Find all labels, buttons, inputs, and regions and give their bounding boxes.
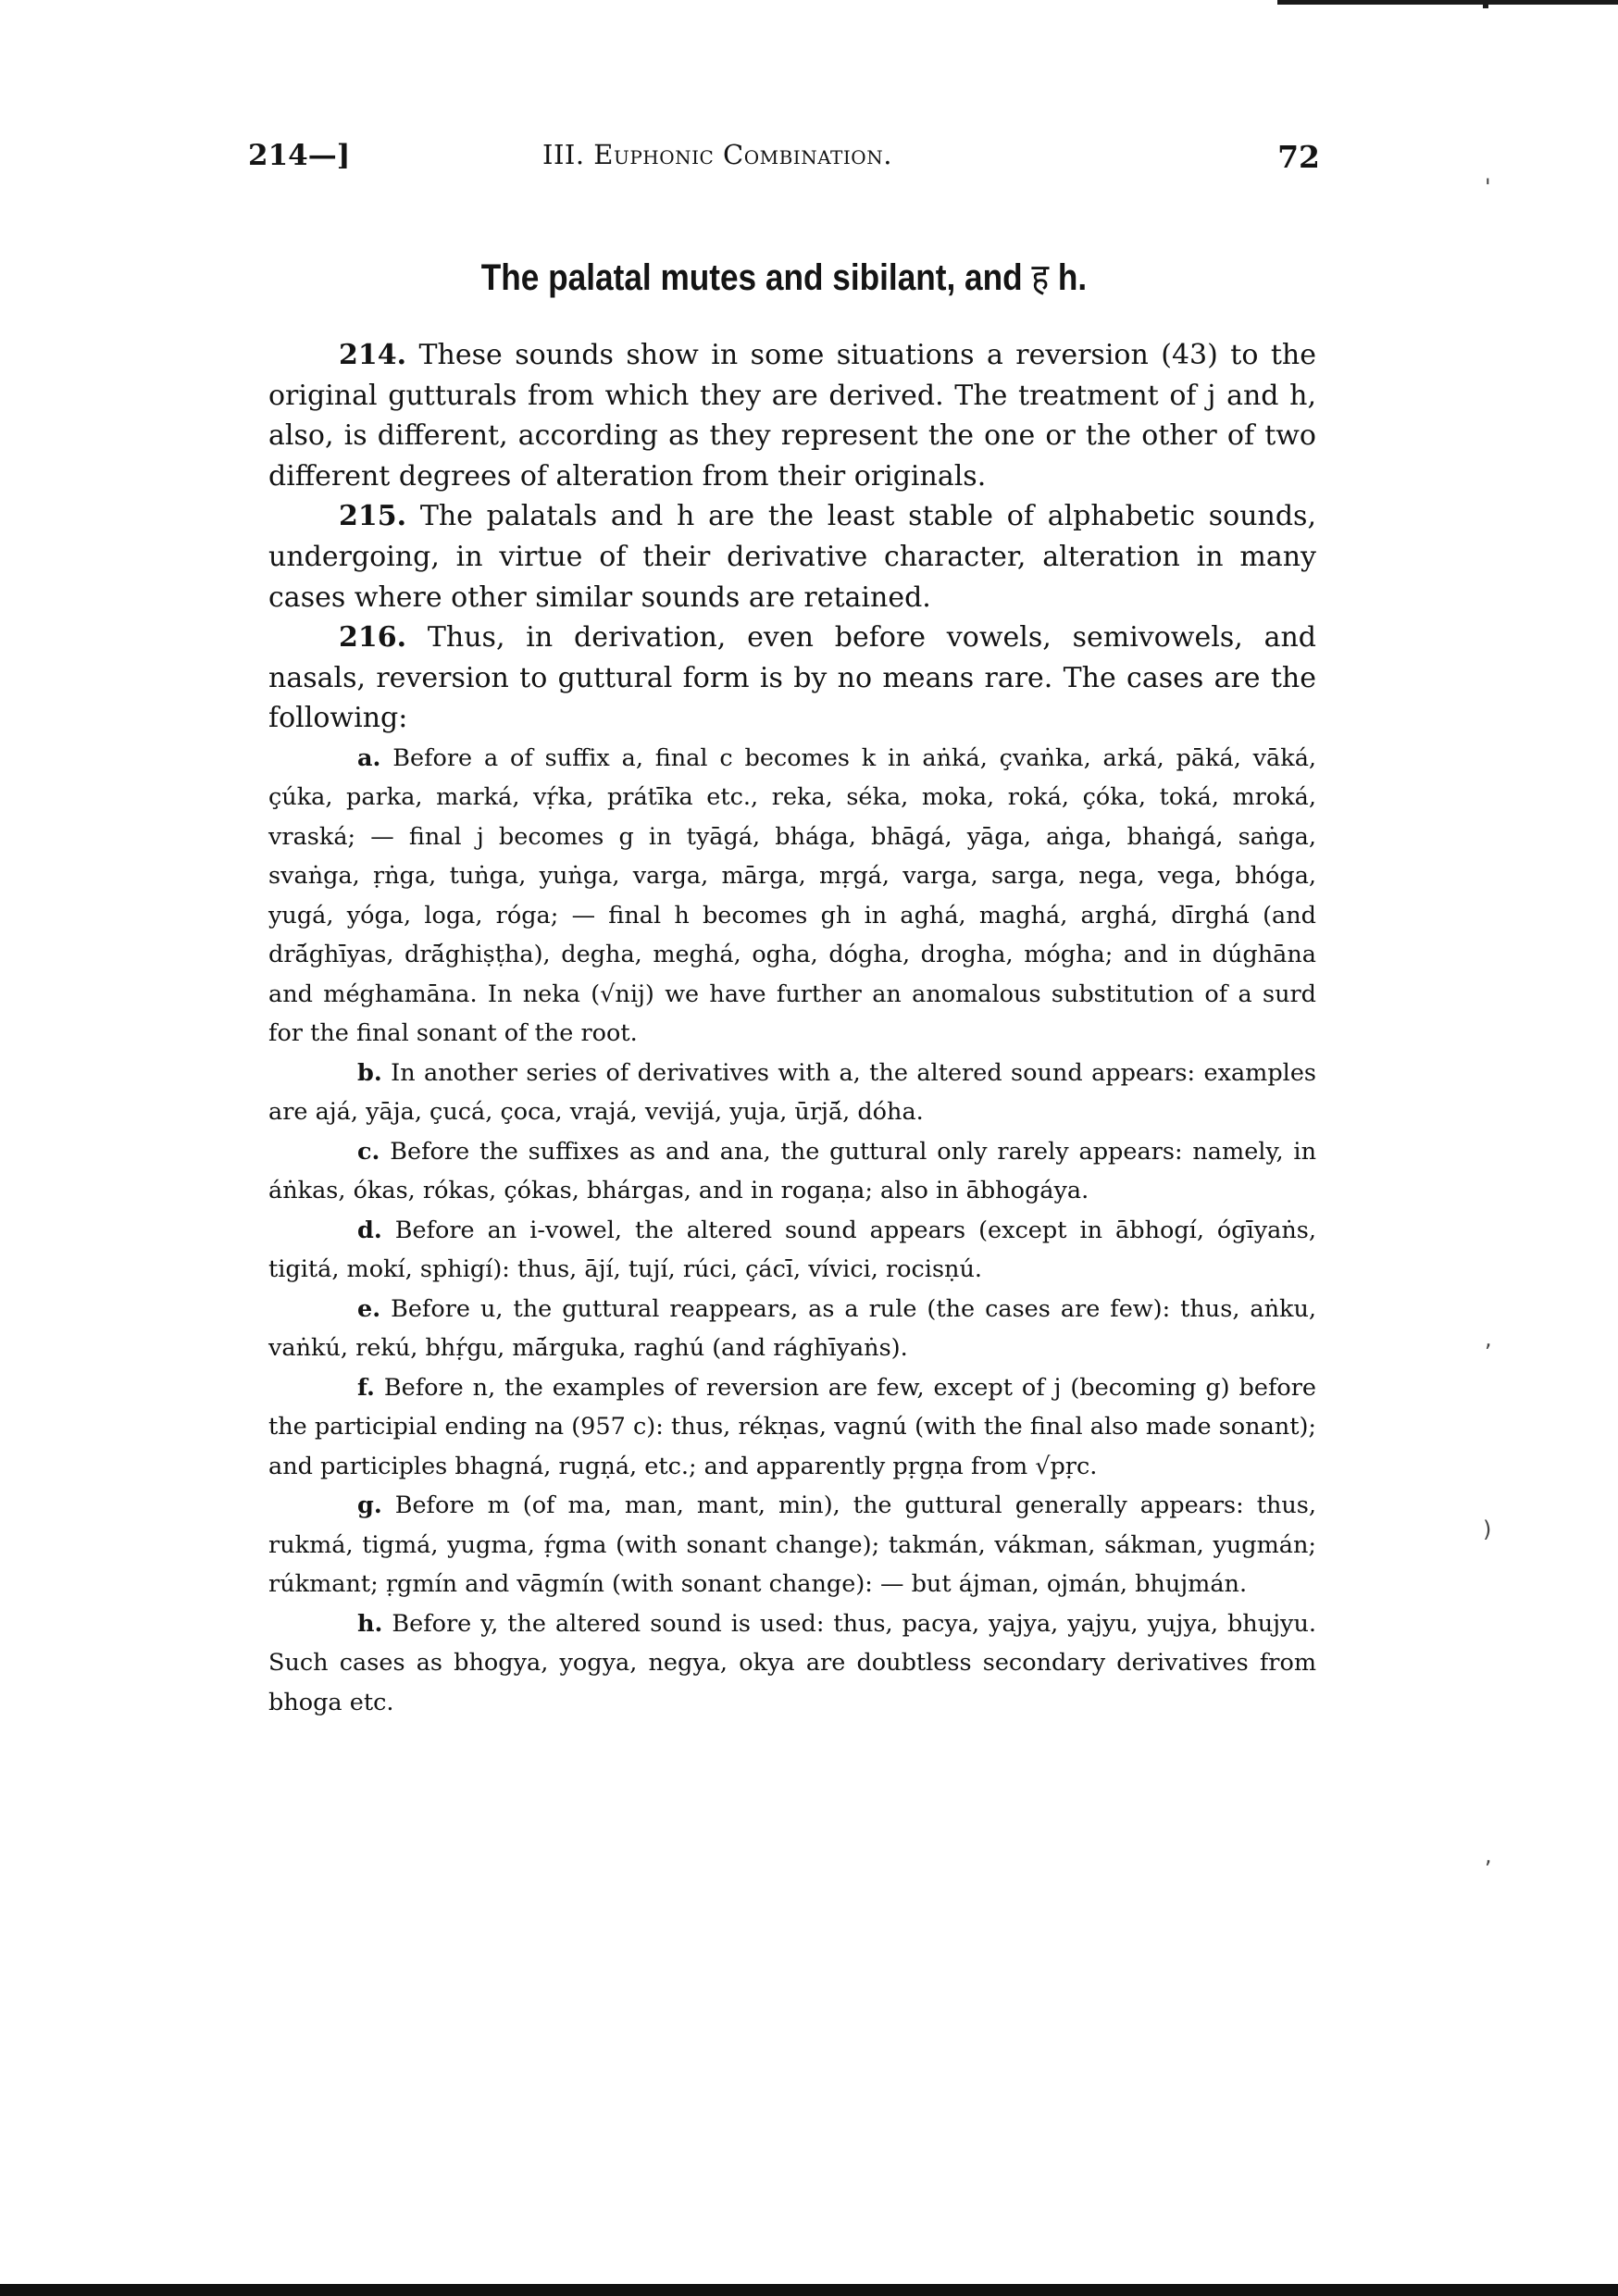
subsection-e <box>268 1290 1316 1368</box>
paragraph-text: The palatals and h are the least stable of alphabetic sounds, undergoing, in virtue of their derivative character, alteration in many cases where other similar sounds are retained. <box>268 500 1316 614</box>
rule-tick <box>1483 3 1488 8</box>
subsection-d <box>268 1211 1316 1290</box>
page-number: 72 <box>1277 139 1320 175</box>
subsection-text: Before the suffixes as and ana, the guttural only rarely appears: namely, in áṅkas, ókas, rókas, çókas, bhárgas, and in rogaṇa; also in ābhogáya. <box>268 1137 1316 1205</box>
subsection-text: In another series of derivatives with a, the altered sound appears: examples are ajá, yāja, çucá, çoca, vrajá, vevijá, yuja, ūrjā́, dóha. <box>268 1058 1316 1127</box>
subsection-letter: f. <box>357 1373 375 1402</box>
subsection-letter: g. <box>357 1491 382 1520</box>
scan-edge <box>0 2284 1618 2296</box>
paragraph-number: 214. <box>339 339 407 371</box>
subsection-text: Before y, the altered sound is used: thus, pacya, yajya, yajyu, yujya, bhujyu. Such cases as bhogya, yogya, negya, okya are doubtless secondary derivatives from bhoga etc. <box>268 1609 1316 1716</box>
subsection-letter: a. <box>357 743 381 772</box>
section-range: 214—] <box>248 139 351 172</box>
subsection-a <box>268 739 1316 1054</box>
title-letter: h. <box>1057 257 1088 298</box>
subsection-letter: e. <box>357 1294 381 1323</box>
paragraph-214 <box>268 335 1316 496</box>
subsection-text: Before an i-vowel, the altered sound appears (except in ābhogí, ógīyaṅs, tigitá, mokí, sphigí): thus, ājí, tují, rúci, çácī, vívici, rocisṇú. <box>268 1216 1316 1284</box>
margin-speck: , <box>1485 1842 1492 1868</box>
subsection-letter: d. <box>357 1216 382 1244</box>
paragraph-text: Thus, in derivation, even before vowels, semivowels, and nasals, reversion to guttural form is by no means rare. The cases are the following: <box>268 621 1316 735</box>
subsection-text: Before m (of ma, man, mant, min), the guttural generally appears: thus, rukmá, tigmá, yugma, ṛ́gma (with sonant change); takmán, vákman, sákman, yugmán; rúkmant; ṛgmín and vāgmín (with sonant change): — but ájman, ojmán, bhujmán. <box>268 1491 1316 1599</box>
subsection-letter: c. <box>357 1137 380 1166</box>
paragraph-216 <box>268 618 1316 739</box>
running-title: III. Euphonic Combination. <box>542 139 892 170</box>
page-body <box>268 335 1316 1722</box>
subsection-g <box>268 1486 1316 1604</box>
subsection-c <box>268 1132 1316 1211</box>
subsection-letter: h. <box>357 1609 383 1638</box>
paragraph-215 <box>268 496 1316 618</box>
subsection-h <box>268 1604 1316 1723</box>
subsection-text: Before u, the guttural reappears, as a rule (the cases are few): thus, aṅku, vaṅkú, rekú, bhṛ́gu, mā́rguka, raghú (and rághīyaṅs). <box>268 1294 1317 1363</box>
section-title <box>312 250 1255 301</box>
subsection-b <box>268 1054 1316 1132</box>
devanagari-h: ह <box>1031 256 1050 299</box>
title-text: The palatal mutes and sibilant, and <box>480 257 1023 298</box>
margin-speck: ) <box>1483 1516 1492 1542</box>
subsection-text: Before a of suffix a, final c becomes k in aṅká, çvaṅka, arká, pāká, vāká, çúka, parka, marká, vṛ́ka, prátīka etc., reka, séka, moka, roká, çóka, toká, mroká, vraská; — final j becomes g in tyāgá, bhága, bhāgá, yāga, aṅga, bhaṅgá, saṅga, svaṅga, ṛṅga, tuṅga, yuṅga, varga, mārga, mṛgá, varga, sarga, nega, vega, bhóga, yugá, yóga, loga, róga; — final h becomes gh in aghá, maghá, arghá, dīrghá (and drā́ghīyas, drā́ghiṣṭha), degha, meghá, ogha, dógha, drogha, mógha; and in dúghāna and méghamāna. In neka (√nij) we have further an anomalous substitution of a surd for the final sonant of the root. <box>268 743 1317 1048</box>
paragraph-number: 216. <box>339 621 407 655</box>
margin-speck: , <box>1485 1326 1492 1352</box>
paragraph-text: These sounds show in some situations a reversion (43) to the original gutturals from which they are derived. The treatment of j and h, also, is different, according as they represent the one or the other of two different degrees of alteration from their originals. <box>268 339 1316 493</box>
top-rule <box>1277 0 1618 5</box>
subsection-letter: b. <box>357 1058 382 1087</box>
subsection-f <box>268 1368 1316 1487</box>
page-header <box>248 139 1320 176</box>
subsection-text: Before n, the examples of reversion are few, except of j (becoming g) before the participial ending na (957 c): thus, rékṇas, vagnú (with the final also made sonant); and participles bhagná, rugṇá, etc.; and apparently pṛgṇa from √pṛc. <box>268 1373 1317 1480</box>
paragraph-number: 215. <box>339 500 407 533</box>
margin-speck: ' <box>1485 174 1491 200</box>
